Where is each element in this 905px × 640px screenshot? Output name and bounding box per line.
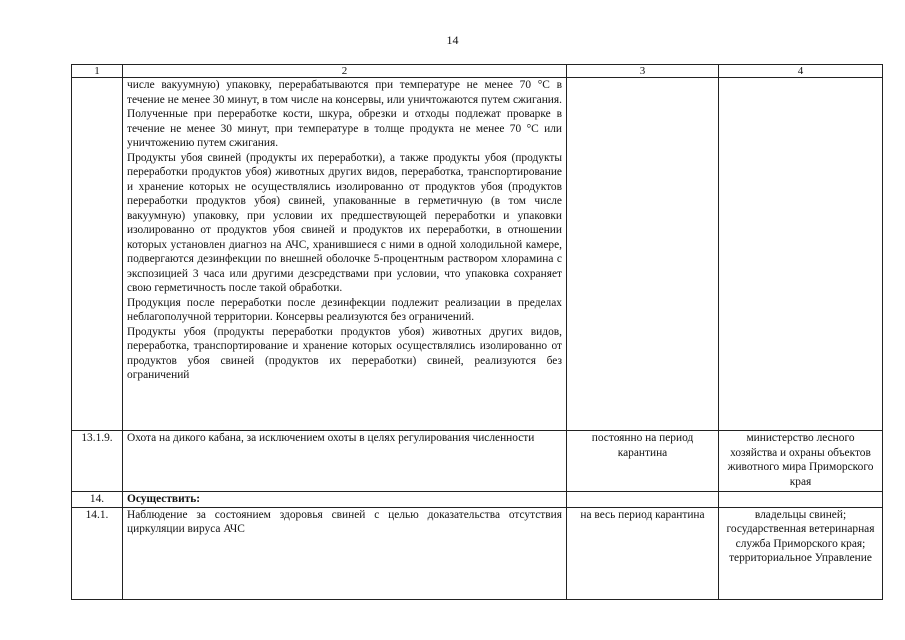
paragraph: Продукция после переработки после дезинфекции подлежит реализации в пределах неблагополучной территории. Консервы реализуются без ограничений. bbox=[127, 296, 562, 323]
term-cell: на весь период карантина bbox=[567, 507, 719, 599]
paragraph: числе вакуумную) упаковку, перерабатываются при температуре не менее 70 °С в течение не менее 30 минут, в том числе на консервы, или уничтожаются путем сжигания. Полученные при переработке кости, шкура, обрезки и отходы подлежат проварке в течение не менее 30 минут, при температуре в толще продукта не менее 70 °С или уничтожению путем сжигания. bbox=[127, 79, 562, 149]
page-number: 14 bbox=[446, 33, 459, 47]
header-col-1: 1 bbox=[72, 65, 123, 78]
responsible-cell: владельцы свиней; государственная ветеринарная служба Приморского края; территориальное Управление bbox=[719, 507, 883, 599]
table-row bbox=[72, 431, 883, 492]
paragraph: Продукты убоя (продукты переработки продуктов убоя) животных других видов, переработка, транспортирование и хранение которых осуществлялись изолированно от продуктов убоя свиней (продуктов их переработки) свиней, реализуются без ограничений bbox=[127, 325, 562, 381]
paragraph: Наблюдение за состоянием здоровья свиней с целью доказательства отсутствия циркуляции вируса АЧС bbox=[127, 508, 562, 535]
table-header-row bbox=[72, 65, 883, 78]
row-number: 14.1. bbox=[72, 507, 123, 599]
table-row-continuation bbox=[72, 78, 883, 431]
paragraph: Продукты убоя свиней (продукты их переработки), а также продукты убоя (продукты переработки продуктов убоя) животных других видов, переработка, транспортирование и хранение которых не осуществлялись изолированно от продуктов убоя (продуктов переработки продуктов убоя) свиней, упакованные в герметичную (в том числе вакуумную) упаковку, при условии их предшествующей переработки и упаковки изолированно от продуктов убоя свиней и продуктов их переработки, в отношении которых установлен диагноз на АЧС, хранившиеся с ними в одной холодильной камере, подвергаются дезинфекции по внешней оболочке 5-процентным раствором хлорамина с экспозицией 3 часа или другими дезсредствами при условии, что упаковка сохраняет свою герметичность после такой обработки. bbox=[127, 151, 562, 294]
table-row bbox=[72, 507, 883, 599]
header-col-4: 4 bbox=[719, 65, 883, 78]
term-cell: постоянно на период карантина bbox=[567, 431, 719, 492]
row-number bbox=[72, 78, 123, 431]
row-number: 14. bbox=[72, 492, 123, 508]
row-number: 13.1.9. bbox=[72, 431, 123, 492]
section-heading: Осуществить: bbox=[123, 492, 567, 508]
paragraph: Охота на дикого кабана, за исключением охоты в целях регулирования численности bbox=[127, 432, 535, 444]
table-row bbox=[72, 492, 883, 508]
measure-text bbox=[123, 78, 567, 431]
responsible-cell: министерство лесного хозяйства и охраны объектов животного мира Приморского края bbox=[719, 431, 883, 492]
header-col-2: 2 bbox=[123, 65, 567, 78]
term-cell bbox=[567, 492, 719, 508]
term-cell bbox=[567, 78, 719, 431]
header-col-3: 3 bbox=[567, 65, 719, 78]
measure-text bbox=[123, 507, 567, 599]
responsible-cell bbox=[719, 78, 883, 431]
measure-text bbox=[123, 431, 567, 492]
responsible-cell bbox=[719, 492, 883, 508]
measures-table bbox=[71, 64, 883, 600]
